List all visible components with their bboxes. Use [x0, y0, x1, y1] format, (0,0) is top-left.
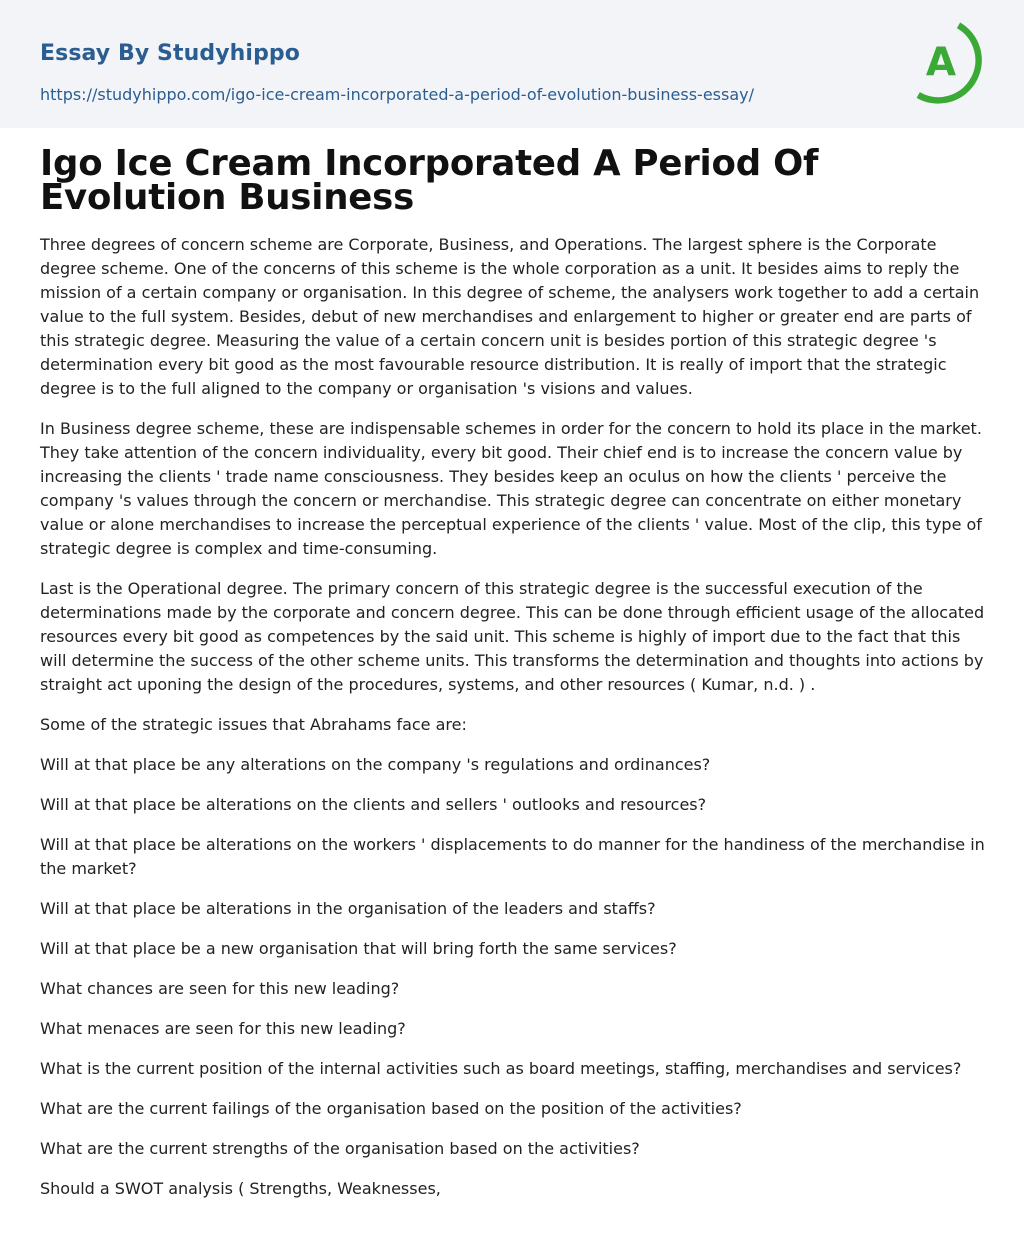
- studyhippo-logo-icon[interactable]: [912, 19, 986, 105]
- question-item: What is the current position of the internal activities such as board meetings, staffing, merchandises and services?: [40, 1059, 962, 1078]
- question-item: What are the current failings of the organisation based on the position of the activities?: [40, 1099, 742, 1118]
- question-item: Will at that place be alterations on the clients and sellers ' outlooks and resources?: [40, 795, 707, 814]
- site-header: [0, 0, 1024, 128]
- paragraph: Last is the Operational degree. The primary concern of this strategic degree is the successful execution of the determinations made by the corporate and concern degree. This can be done through efficient usage of the allocated resources every bit good as competences by the said unit. This scheme is highly of import due to the fact that this will determine the success of the other scheme units. This transforms the determination and thoughts into actions by straight act uponing the design of the procedures, systems, and other resources ( Kumar, n.d. ) .: [40, 579, 985, 694]
- article-title: Igo Ice Cream Incorporated A Period Of Evolution Business: [40, 143, 819, 218]
- question-item: What chances are seen for this new leading?: [40, 979, 400, 998]
- question-item: Will at that place be any alterations on the company 's regulations and ordinances?: [40, 755, 711, 774]
- article-body: [40, 233, 988, 1201]
- question-item: Should a SWOT analysis ( Strengths, Weaknesses,: [40, 1179, 441, 1198]
- question-item: What are the current strengths of the organisation based on the activities?: [40, 1139, 640, 1158]
- question-item: Will at that place be alterations in the organisation of the leaders and staffs?: [40, 899, 656, 918]
- question-item: Will at that place be a new organisation that will bring forth the same services?: [40, 939, 677, 958]
- paragraph: Some of the strategic issues that Abrahams face are:: [40, 715, 467, 734]
- page-url-link[interactable]: https://studyhippo.com/igo-ice-cream-incorporated-a-period-of-evolution-business-essay/: [40, 85, 754, 104]
- article: [40, 143, 988, 1217]
- logo-letter: A: [925, 40, 957, 85]
- paragraph: In Business degree scheme, these are indispensable schemes in order for the concern to hold its place in the market. They take attention of the concern individuality, every bit good. Their chief end is to increase the concern value by increasing the clients ' trade name consciousness. They besides keep an oculus on how the clients ' perceive the company 's values through the concern or merchandise. This strategic degree can concentrate on either monetary value or alone merchandises to increase the perceptual experience of the clients ' value. Most of the clip, this type of strategic degree is complex and time-consuming.: [40, 419, 982, 558]
- site-brand[interactable]: Essay By Studyhippo: [40, 41, 300, 66]
- paragraph: Three degrees of concern scheme are Corporate, Business, and Operations. The largest sphere is the Corporate degree scheme. One of the concerns of this scheme is the whole corporation as a unit. It besides aims to reply the mission of a certain company or organisation. In this degree of scheme, the analysers work together to add a certain value to the full system. Besides, debut of new merchandises and enlargement to higher or greater end are parts of this strategic degree. Measuring the value of a certain concern unit is besides portion of this strategic degree 's determination every bit good as the most favourable resource distribution. It is really of import that the strategic degree is to the full aligned to the company or organisation 's visions and values.: [40, 235, 980, 398]
- question-item: Will at that place be alterations on the workers ' displacements to do manner for the handiness of the merchandise in the market?: [40, 835, 985, 878]
- question-item: What menaces are seen for this new leading?: [40, 1019, 406, 1038]
